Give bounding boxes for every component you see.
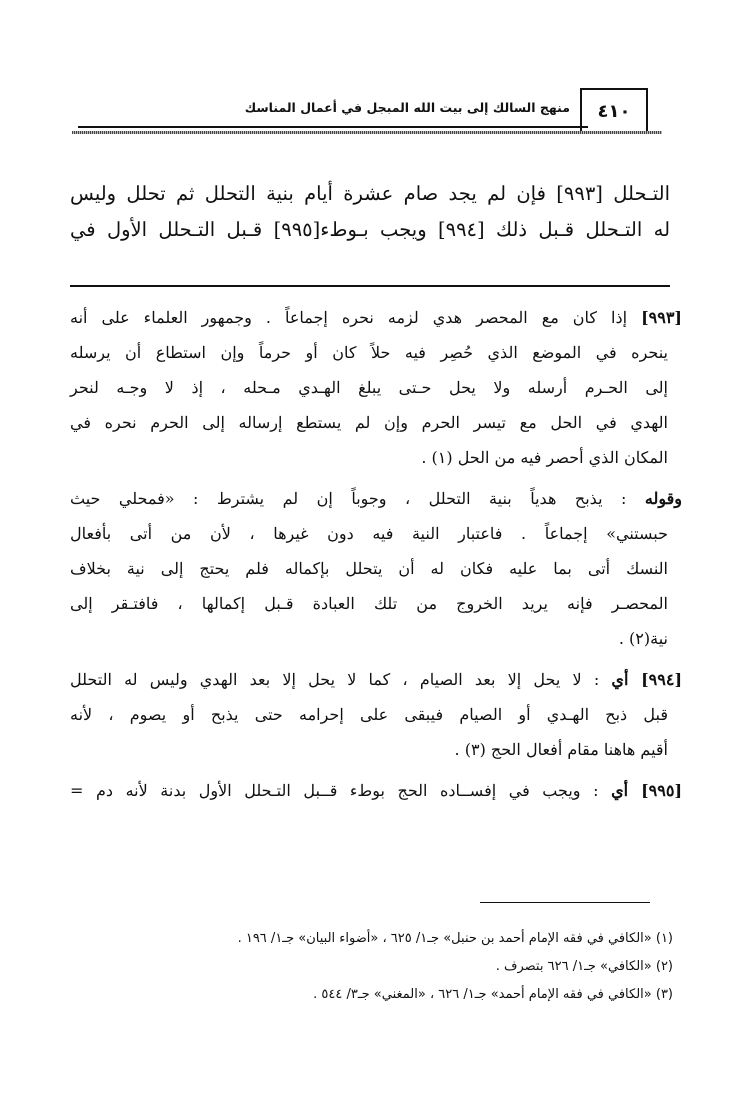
note-line: المحصـر فإنه يريد الخروج من تلك العبادة قـبل إكمالها ، فافتـقر إلى — [70, 594, 668, 613]
text-separator-rule — [70, 285, 670, 287]
page-number: ٤١٠ — [580, 88, 648, 132]
note-ref: [٩٩٣] — [641, 308, 682, 327]
note-ref: [٩٩٤] أي — [611, 670, 683, 689]
note-line: أقيم هاهنا مقام أفعال الحج (٣) . — [454, 740, 668, 759]
running-header — [72, 88, 662, 138]
footnote: (١) «الكافي في فقه الإمام أحمد بن حنبل» جـ١/ ٦٢٥ ، «أضواء البيان» جـ١/ ١٩٦ . — [237, 931, 673, 946]
note-line: ينحره في الموضع الذي حُصِر فيه حلاً كان أو حرماً وإن استطاع أن يرسله — [70, 343, 668, 362]
note-line: المكان الذي أحصر فيه من الحل (١) . — [421, 448, 668, 467]
note-line: حبستني» إجماعاً . فاعتبار النية فيه دون غيرها ، لأن من أتى بأفعال — [70, 524, 668, 543]
header-title: منهج السالك إلى بيت الله المبجل في أعمال المناسك — [244, 100, 570, 115]
header-rule — [78, 126, 588, 128]
note-line: : لا يحل إلا بعد الصيام ، كما لا يحل إلا بعد الهدي وليس له التحلل — [70, 670, 600, 689]
note-line: إلى الحـرم أرسله ولا يحل حـتى يبلغ الهـدي مـحله ، إذ لا وجـه لنحر — [70, 378, 669, 397]
note-line: قبل ذبح الهـدي أو الصيام فيبقى على إحرامه حتى يذبح أو يصوم ، لأنه — [70, 705, 668, 724]
commentary-note-995 — [70, 773, 682, 808]
note-ref: وقوله — [644, 489, 682, 508]
commentary — [70, 300, 682, 814]
main-text-line: له التـحلل قـبل ذلك [٩٩٤] ويجب بـوطء[٩٩٥] قـبل التـحلل الأول في — [70, 218, 671, 241]
header-hatched-rule — [72, 131, 662, 134]
footnote-separator — [480, 902, 650, 903]
footnote: (٣) «الكافي في فقه الإمام أحمد» جـ١/ ٦٢٦ ، «المغني» جـ٣/ ٥٤٤ . — [313, 987, 673, 1002]
footnote: (٢) «الكافي» جـ١/ ٦٢٦ بتصرف . — [495, 959, 673, 974]
note-line: إذا كان مع المحصر هدي لزمه نحره إجماعاً . وجمهور العلماء على أنه — [70, 308, 628, 327]
commentary-note-qawluhu — [70, 481, 682, 656]
main-text-line: التـحلل [٩٩٣] فإن لم يجد صام عشرة أيام بنية التحلل ثم تحلل وليس — [70, 182, 671, 205]
main-text — [70, 176, 670, 248]
note-line: النسك أتى بما عليه فكان له أن يتحلل بإكماله فلم يحتج إلى نية بخلاف — [70, 559, 668, 578]
note-line: : ويجب في إفســاده الحج بوطء قــبل التـحلل الأول بدنة لأنه دم = — [70, 781, 599, 800]
commentary-note-993 — [70, 300, 682, 475]
note-ref: [٩٩٥] أي — [611, 781, 683, 800]
commentary-note-994 — [70, 662, 682, 767]
note-line: نية(٢) . — [618, 629, 668, 648]
note-line: : يذبح هدياً بنية التحلل ، وجوباً إن لم يشترط : «فمحلي حيث — [70, 489, 627, 508]
note-line: الهدي في الحل مع تيسر الحرم وإن لم يستطع إرساله إلى الحرم نحره في — [70, 413, 668, 432]
